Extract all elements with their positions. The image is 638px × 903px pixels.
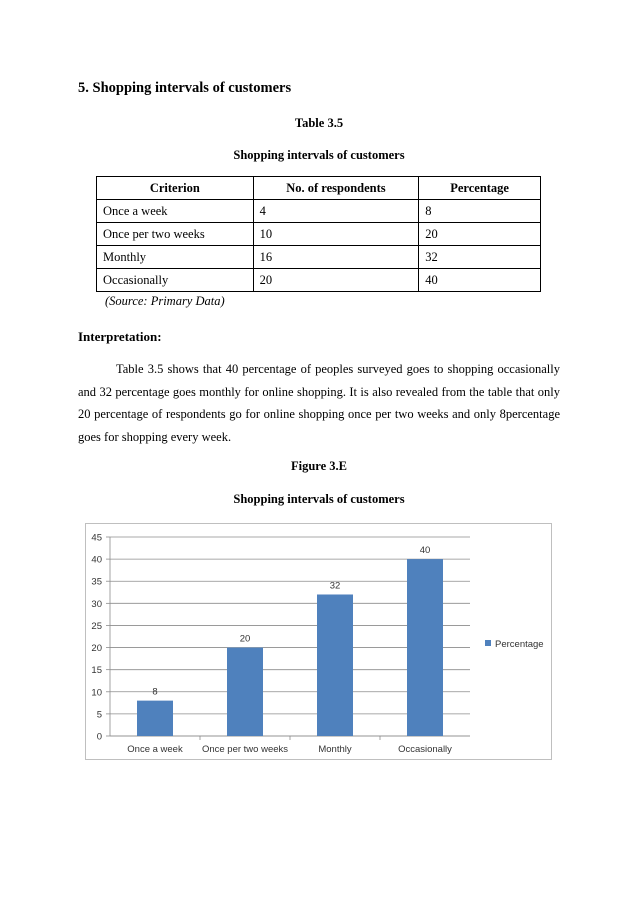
figure-number: Figure 3.E bbox=[290, 459, 348, 473]
y-tick-label: 25 bbox=[91, 620, 102, 632]
table-header-cell: No. of respondents bbox=[253, 177, 419, 200]
table-source: (Source: Primary Data) bbox=[105, 294, 225, 308]
interpretation-paragraph bbox=[78, 358, 560, 448]
x-tick-label: Once a week bbox=[127, 744, 183, 755]
table-header-cell: Criterion bbox=[97, 177, 254, 200]
y-tick-label: 0 bbox=[96, 731, 102, 743]
interpretation-text: Table 3.5 shows that 40 percentage of peoples surveyed goes to shopping occasionally and 32 percentage goes monthly for online shopping. It is also revealed from the table that only 20 percentage of respondents go for online shopping once per two weeks and only 8percentage goes for shopping every week. bbox=[78, 362, 560, 444]
table-cell: Occasionally bbox=[97, 269, 254, 292]
table-cell: 20 bbox=[253, 269, 419, 292]
table-cell: 4 bbox=[253, 200, 419, 223]
table-cell: Once a week bbox=[97, 200, 254, 223]
figure-title: Shopping intervals of customers bbox=[233, 492, 405, 506]
table-cell: 8 bbox=[419, 200, 541, 223]
y-tick-label: 45 bbox=[91, 532, 102, 544]
table-cell: Once per two weeks bbox=[97, 223, 254, 246]
table-header-cell: Percentage bbox=[419, 177, 541, 200]
interpretation-heading: Interpretation: bbox=[78, 329, 162, 344]
table-number: Table 3.5 bbox=[294, 116, 344, 130]
chart-container bbox=[85, 523, 552, 760]
x-tick-label: Monthly bbox=[318, 744, 352, 755]
table-row bbox=[97, 269, 541, 292]
y-tick-label: 15 bbox=[91, 665, 102, 677]
table-header-row bbox=[97, 177, 541, 200]
x-tick-label: Occasionally bbox=[398, 744, 452, 755]
data-label: 8 bbox=[152, 686, 158, 698]
data-label: 32 bbox=[329, 580, 341, 592]
data-table bbox=[96, 176, 541, 292]
y-tick-label: 30 bbox=[91, 598, 102, 610]
section-heading: 5. Shopping intervals of customers bbox=[78, 80, 292, 96]
table-row bbox=[97, 200, 541, 223]
table-cell: Monthly bbox=[97, 246, 254, 269]
table-cell: 20 bbox=[419, 223, 541, 246]
table-cell: 32 bbox=[419, 246, 541, 269]
table-cell: 40 bbox=[419, 269, 541, 292]
bar bbox=[137, 701, 173, 736]
x-tick-label: Once per two weeks bbox=[201, 744, 289, 755]
legend-swatch bbox=[485, 640, 491, 646]
bar bbox=[407, 559, 443, 736]
y-tick-label: 20 bbox=[91, 643, 102, 655]
y-tick-label: 10 bbox=[91, 687, 102, 699]
table-cell: 10 bbox=[253, 223, 419, 246]
y-tick-label: 5 bbox=[96, 709, 102, 721]
y-tick-label: 40 bbox=[91, 554, 102, 566]
table-cell: 16 bbox=[253, 246, 419, 269]
y-tick-label: 35 bbox=[91, 576, 102, 588]
legend-label: Percentage bbox=[495, 639, 544, 650]
bar-chart bbox=[86, 524, 553, 761]
table-row bbox=[97, 223, 541, 246]
table-row bbox=[97, 246, 541, 269]
bar bbox=[227, 648, 263, 736]
data-label: 20 bbox=[239, 633, 251, 645]
data-label: 40 bbox=[419, 545, 431, 557]
bar bbox=[317, 594, 353, 736]
table-title: Shopping intervals of customers bbox=[233, 148, 405, 162]
